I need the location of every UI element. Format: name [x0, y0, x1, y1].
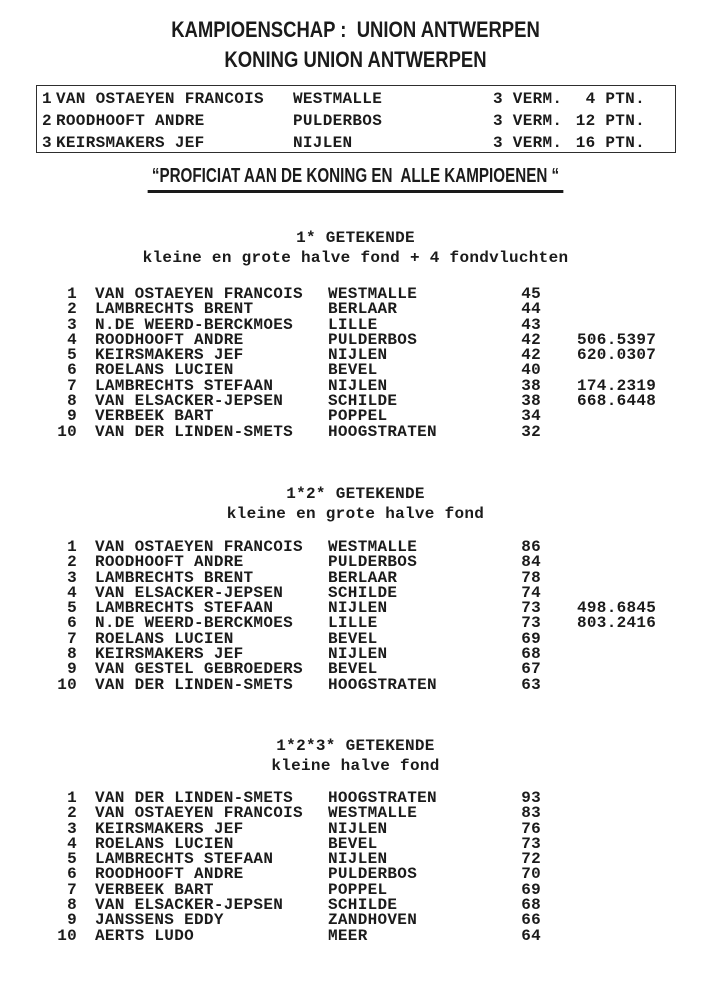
cell-rank: 7: [67, 376, 77, 395]
cell-city: POPPEL: [328, 880, 388, 899]
table-row: [37, 89, 675, 111]
cell-points: 68: [521, 896, 541, 915]
cell-city: PULDERBOS: [328, 865, 418, 884]
cell-name: VAN ELSACKER-JEPSEN: [95, 896, 284, 915]
cell-points: 67: [521, 660, 541, 679]
king-standings-table: [36, 85, 676, 153]
cell-rank: 10: [57, 422, 77, 441]
cell-city: NIJLEN: [328, 346, 388, 365]
cell-city: POPPEL: [328, 407, 388, 426]
cell-rank: 3: [42, 134, 52, 152]
cell-name: ROODHOOFT ANDRE: [56, 112, 205, 130]
cell-rank: 1: [67, 538, 77, 556]
cell-rank: 3: [67, 819, 77, 838]
cell-points: 69: [521, 629, 541, 648]
cell-name: VAN ELSACKER-JEPSEN: [95, 392, 284, 411]
cell-rank: 5: [67, 346, 77, 365]
cell-city: BERLAAR: [328, 568, 398, 587]
page-subtitle: KONING UNION ANTWERPEN: [224, 47, 487, 72]
cell-rank: 5: [67, 599, 77, 618]
cell-city: NIJLEN: [328, 376, 388, 395]
cell-rank: 3: [67, 568, 77, 587]
cell-points: 4 PTN.: [585, 90, 645, 108]
cell-points: 93: [521, 789, 541, 807]
cell-points: 44: [521, 300, 541, 319]
cell-points: 43: [521, 315, 541, 334]
cell-name: ROODHOOFT ANDRE: [95, 865, 244, 884]
cell-name: JANSSENS EDDY: [95, 911, 224, 930]
cell-name: N.DE WEERD-BERCKMOES: [95, 614, 294, 633]
cell-name: LAMBRECHTS BRENT: [95, 300, 254, 319]
cell-rank: 3: [67, 315, 77, 334]
cell-points: 74: [521, 583, 541, 602]
cell-city: NIJLEN: [328, 850, 388, 869]
cell-name: VAN DER LINDEN-SMETS: [95, 675, 294, 694]
cell-points: 78: [521, 568, 541, 587]
cell-name: LAMBRECHTS BRENT: [95, 568, 254, 587]
cell-rank: 4: [67, 834, 77, 853]
cell-rank: 2: [67, 300, 77, 319]
cell-points: 38: [521, 392, 541, 411]
cell-city: PULDERBOS: [328, 330, 418, 349]
cell-city: SCHILDE: [328, 896, 398, 915]
cell-points: 34: [521, 407, 541, 426]
cell-city: WESTMALLE: [328, 804, 418, 823]
table-row: [0, 675, 711, 694]
cell-city: NIJLEN: [328, 599, 388, 618]
cell-coef: 498.6845: [577, 599, 657, 618]
cell-rank: 9: [67, 407, 77, 426]
cell-rank: 9: [67, 660, 77, 679]
cell-rank: 8: [67, 896, 77, 915]
cell-coef: 803.2416: [577, 614, 657, 633]
cell-rank: 10: [57, 926, 77, 945]
section-title: 1*2*3* GETEKENDE: [276, 737, 435, 755]
cell-rank: 5: [67, 850, 77, 869]
section-title: 1*2* GETEKENDE: [286, 485, 425, 503]
cell-city: PULDERBOS: [293, 112, 383, 130]
cell-points: 38: [521, 376, 541, 395]
cell-races: 3 VERM.: [493, 112, 563, 130]
cell-name: KEIRSMAKERS JEF: [56, 134, 205, 152]
cell-rank: 4: [67, 583, 77, 602]
cell-points: 76: [521, 819, 541, 838]
cell-name: LAMBRECHTS STEFAAN: [95, 599, 274, 618]
cell-rank: 6: [67, 865, 77, 884]
cell-city: LILLE: [328, 614, 378, 633]
cell-points: 86: [521, 538, 541, 556]
cell-city: BEVEL: [328, 834, 378, 853]
cell-city: NIJLEN: [328, 819, 388, 838]
cell-points: 63: [521, 675, 541, 694]
cell-name: ROODHOOFT ANDRE: [95, 330, 244, 349]
cell-rank: 4: [67, 330, 77, 349]
cell-city: BEVEL: [328, 629, 378, 648]
cell-city: LILLE: [328, 315, 378, 334]
cell-name: VAN OSTAEYEN FRANCOIS: [95, 804, 303, 823]
cell-rank: 8: [67, 392, 77, 411]
cell-name: ROELANS LUCIEN: [95, 834, 234, 853]
cell-city: BEVEL: [328, 660, 378, 679]
cell-name: VERBEEK BART: [95, 880, 214, 899]
cell-rank: 2: [42, 112, 52, 130]
cell-rank: 7: [67, 880, 77, 899]
section-1-getekende: [0, 229, 711, 449]
section-title: 1* GETEKENDE: [296, 229, 415, 247]
table-row: [37, 133, 675, 155]
cell-coef: 506.5397: [577, 330, 657, 349]
cell-city: HOOGSTRATEN: [328, 789, 437, 807]
congratulations-text: “PROFICIAT AAN DE KONING EN ALLE KAMPIOENEN “: [147, 165, 563, 193]
cell-name: AERTS LUDO: [95, 926, 195, 945]
cell-name: ROELANS LUCIEN: [95, 629, 234, 648]
cell-city: SCHILDE: [328, 583, 398, 602]
cell-city: BEVEL: [328, 361, 378, 380]
cell-points: 73: [521, 834, 541, 853]
section-1-2-3-getekende: [0, 737, 711, 957]
cell-races: 3 VERM.: [493, 90, 563, 108]
cell-city: WESTMALLE: [328, 538, 418, 556]
cell-name: LAMBRECHTS STEFAAN: [95, 376, 274, 395]
cell-name: VAN DER LINDEN-SMETS: [95, 422, 294, 441]
cell-points: 40: [521, 361, 541, 380]
cell-name: VAN OSTAEYEN FRANCOIS: [56, 90, 264, 108]
cell-points: 73: [521, 599, 541, 618]
cell-rank: 10: [57, 675, 77, 694]
cell-points: 64: [521, 926, 541, 945]
table-row: [37, 111, 675, 133]
cell-city: ZANDHOVEN: [328, 911, 418, 930]
cell-name: VAN GESTEL GEBROEDERS: [95, 660, 303, 679]
table-row: [0, 926, 711, 945]
cell-points: 42: [521, 346, 541, 365]
cell-name: N.DE WEERD-BERCKMOES: [95, 315, 294, 334]
cell-rank: 1: [42, 90, 52, 108]
cell-city: HOOGSTRATEN: [328, 422, 437, 441]
cell-name: VAN OSTAEYEN FRANCOIS: [95, 538, 303, 556]
cell-name: VAN ELSACKER-JEPSEN: [95, 583, 284, 602]
cell-city: WESTMALLE: [328, 285, 418, 303]
section-1-2-getekende: [0, 485, 711, 705]
page-title: KAMPIOENSCHAP : UNION ANTWERPEN: [171, 17, 540, 42]
cell-points: 68: [521, 645, 541, 664]
cell-coef: 174.2319: [577, 376, 657, 395]
cell-points: 70: [521, 865, 541, 884]
cell-rank: 2: [67, 553, 77, 572]
cell-name: KEIRSMAKERS JEF: [95, 346, 244, 365]
cell-city: HOOGSTRATEN: [328, 675, 437, 694]
cell-rank: 1: [67, 285, 77, 303]
cell-rank: 8: [67, 645, 77, 664]
table-row: [0, 422, 711, 441]
cell-points: 42: [521, 330, 541, 349]
cell-races: 3 VERM.: [493, 134, 563, 152]
cell-city: BERLAAR: [328, 300, 398, 319]
cell-city: MEER: [328, 926, 368, 945]
cell-city: SCHILDE: [328, 392, 398, 411]
section-subtitle: kleine halve fond: [271, 757, 440, 775]
cell-coef: 668.6448: [577, 392, 657, 411]
cell-points: 69: [521, 880, 541, 899]
cell-points: 12 PTN.: [575, 112, 645, 130]
cell-rank: 6: [67, 361, 77, 380]
results-table-2: [0, 540, 711, 693]
cell-name: VAN OSTAEYEN FRANCOIS: [95, 285, 303, 303]
cell-rank: 7: [67, 629, 77, 648]
cell-city: NIJLEN: [328, 645, 388, 664]
congratulations-banner: [85, 165, 625, 193]
cell-rank: 2: [67, 804, 77, 823]
cell-points: 83: [521, 804, 541, 823]
cell-coef: 620.0307: [577, 346, 657, 365]
cell-name: ROELANS LUCIEN: [95, 361, 234, 380]
cell-name: ROODHOOFT ANDRE: [95, 553, 244, 572]
cell-points: 45: [521, 285, 541, 303]
section-subtitle: kleine en grote halve fond: [226, 505, 485, 523]
results-table-1: [0, 287, 711, 440]
cell-points: 66: [521, 911, 541, 930]
cell-city: WESTMALLE: [293, 90, 383, 108]
cell-rank: 9: [67, 911, 77, 930]
cell-points: 32: [521, 422, 541, 441]
cell-points: 72: [521, 850, 541, 869]
cell-points: 16 PTN.: [575, 134, 645, 152]
cell-city: PULDERBOS: [328, 553, 418, 572]
results-table-3: [0, 791, 711, 944]
cell-rank: 6: [67, 614, 77, 633]
cell-rank: 1: [67, 789, 77, 807]
cell-points: 84: [521, 553, 541, 572]
cell-name: KEIRSMAKERS JEF: [95, 819, 244, 838]
cell-name: KEIRSMAKERS JEF: [95, 645, 244, 664]
cell-name: LAMBRECHTS STEFAAN: [95, 850, 274, 869]
cell-name: VERBEEK BART: [95, 407, 214, 426]
cell-city: NIJLEN: [293, 134, 353, 152]
section-subtitle: kleine en grote halve fond + 4 fondvluchten: [142, 249, 569, 267]
cell-points: 73: [521, 614, 541, 633]
cell-name: VAN DER LINDEN-SMETS: [95, 789, 294, 807]
